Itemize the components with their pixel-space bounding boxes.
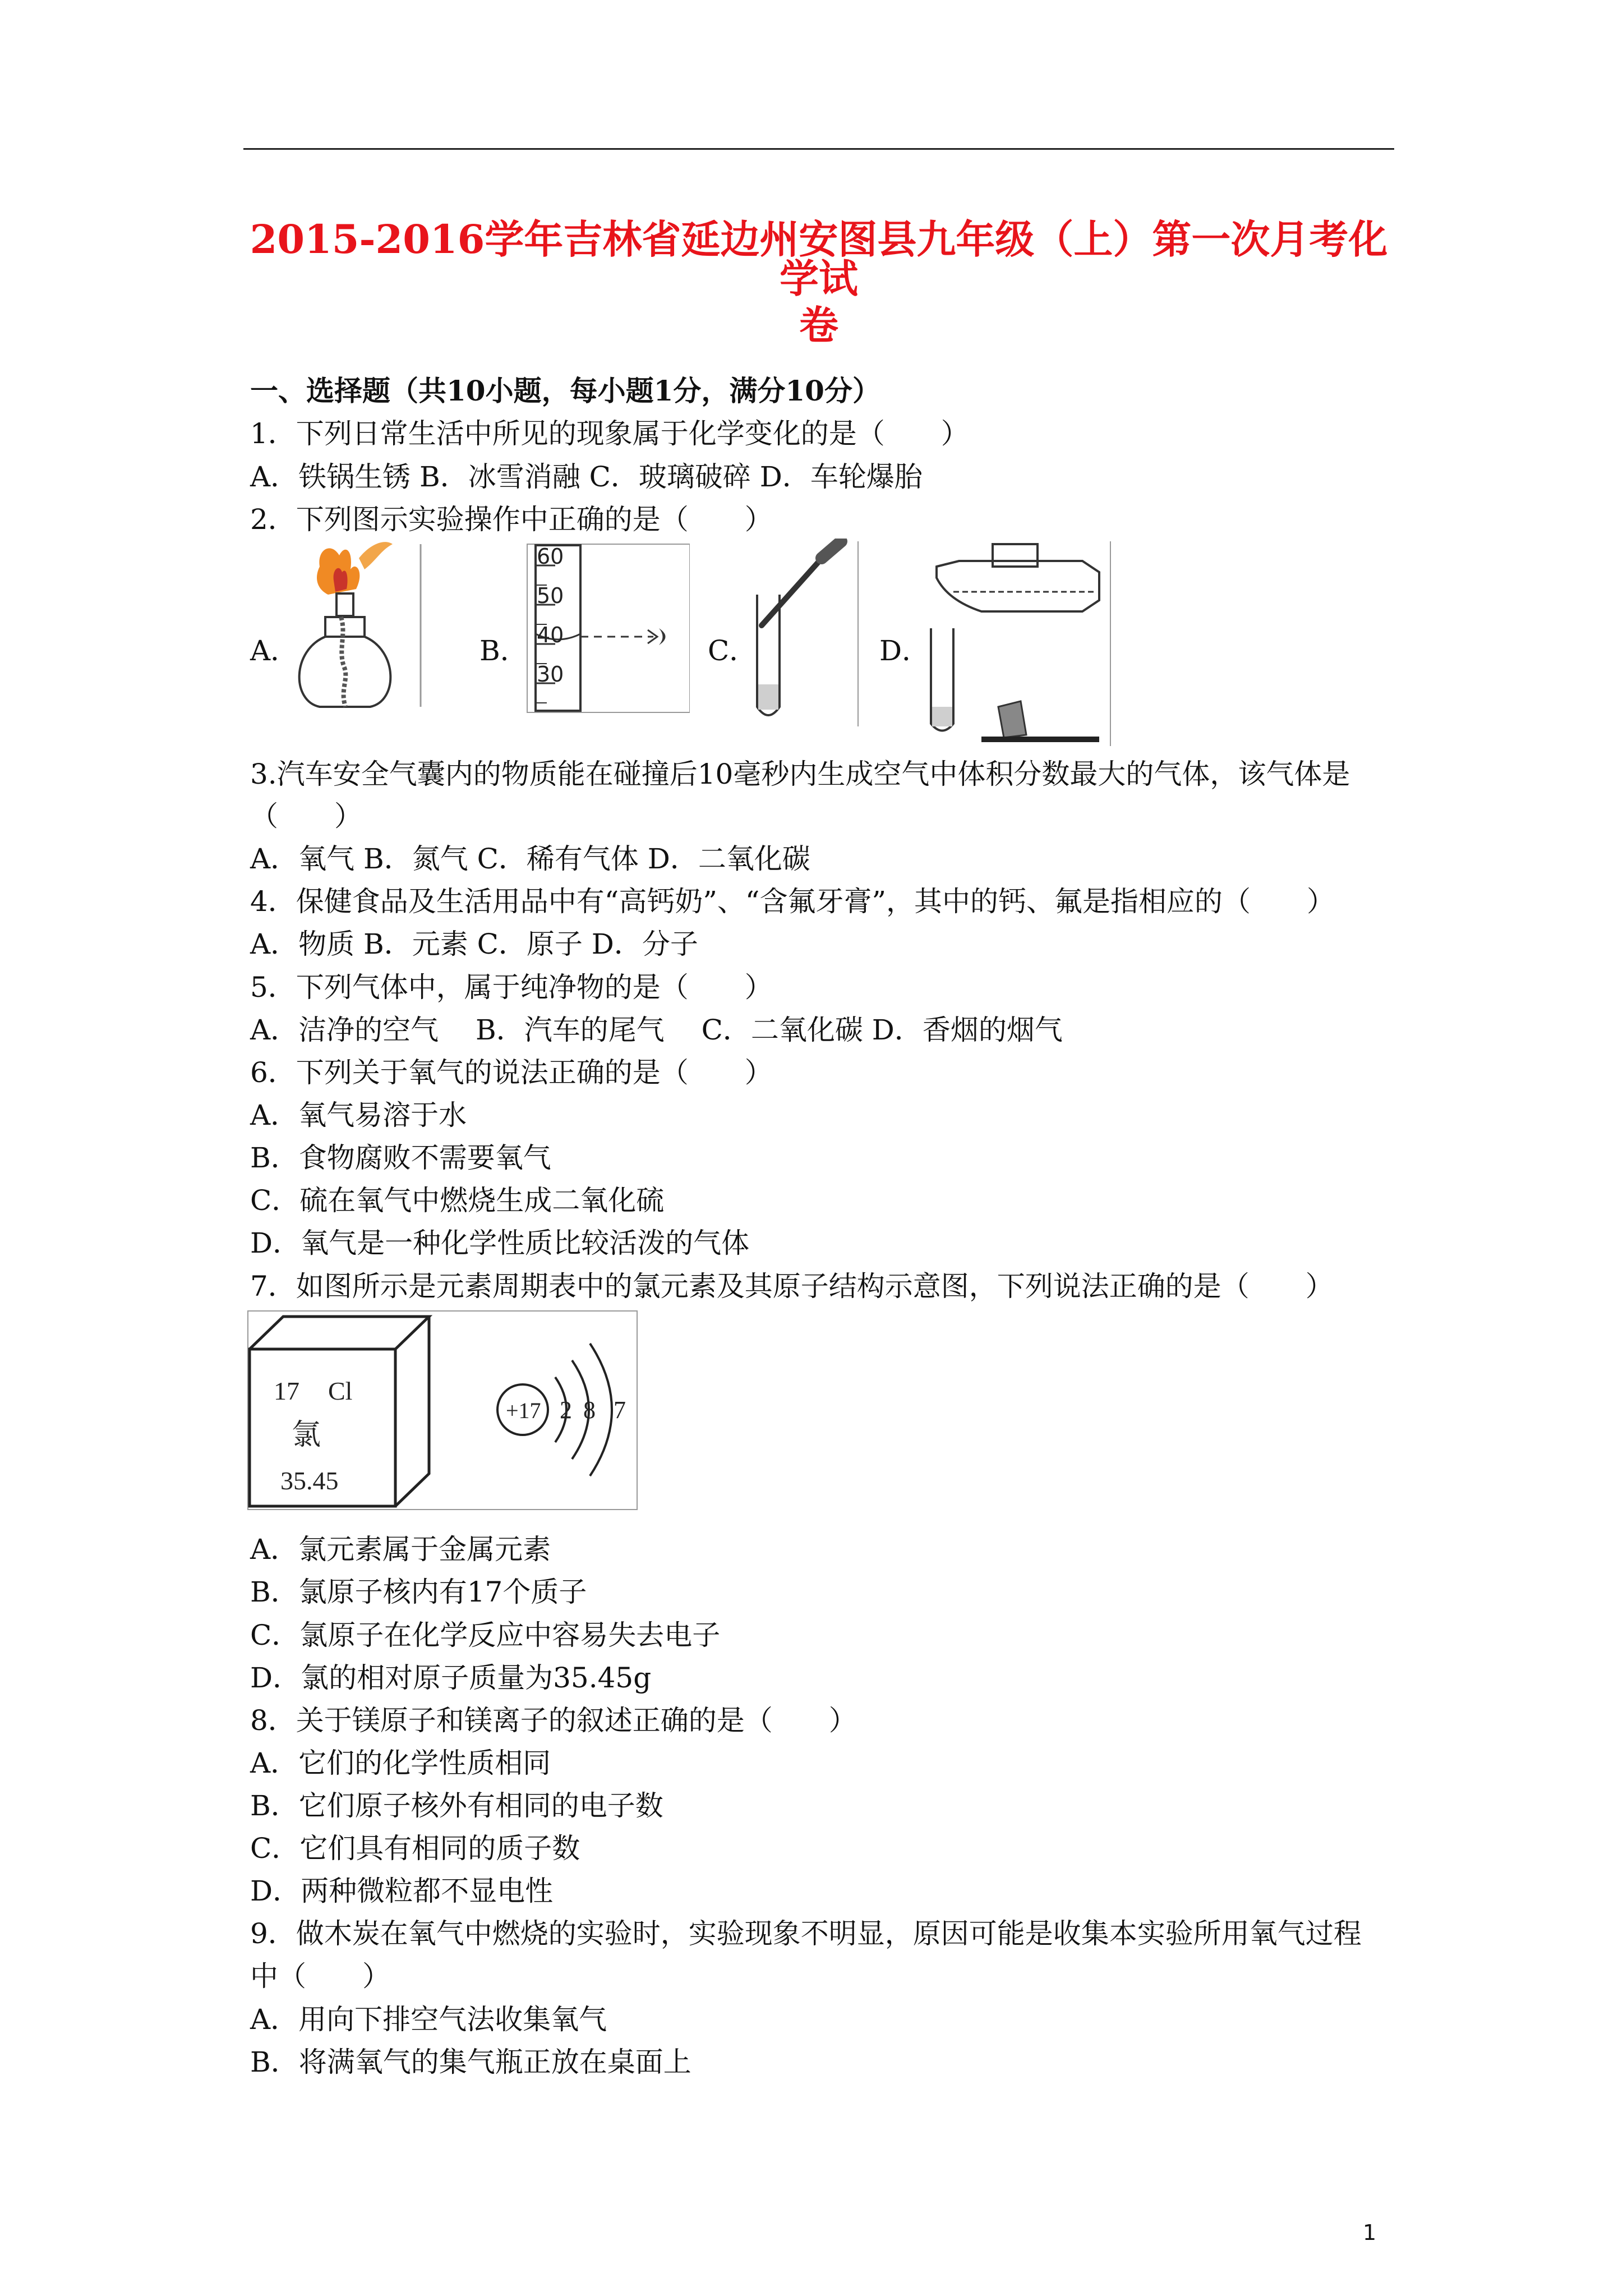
- question-3-stem-line2: （ ）: [250, 800, 362, 832]
- cylinder-tick-30: 30: [537, 662, 564, 687]
- question-4-stem: 4．保健食品及生活用品中有“高钙奶”、“含氟牙膏”，其中的钙、氟是指相应的（ ）: [250, 885, 1335, 918]
- question-7-option-b: B．氯原子核内有17个质子: [250, 1576, 587, 1608]
- cylinder-tick-60: 60: [537, 544, 564, 569]
- measuring-cylinder-figure: [522, 539, 690, 718]
- shell-2-electrons: 8: [583, 1396, 596, 1424]
- exam-title-line2: 卷: [799, 302, 838, 348]
- shell-3-electrons: 7: [614, 1396, 626, 1424]
- dropper-test-tube-figure: [746, 539, 864, 729]
- question-7-option-c: C．氯原子在化学反应中容易失去电子: [250, 1619, 721, 1651]
- q2-label-a: A．: [250, 634, 299, 667]
- page-number: 1: [1363, 2220, 1377, 2245]
- question-6-stem: 6．下列关于氧气的说法正确的是（ ）: [250, 1056, 773, 1089]
- question-6-option-a: A．氧气易溶于水: [250, 1099, 467, 1131]
- question-6-option-d: D．氧气是一种化学性质比较活泼的气体: [250, 1227, 750, 1259]
- element-atomic-mass: 35.45: [280, 1466, 339, 1495]
- alcohol-lamp-figure: [286, 539, 432, 724]
- exam-title-line1: 2015-2016学年吉林省延边州安图县九年级（上）第一次月考化学试: [250, 216, 1388, 302]
- question-8-option-a: A．它们的化学性质相同: [250, 1747, 551, 1779]
- question-8-option-c: C．它们具有相同的质子数: [250, 1832, 580, 1865]
- question-7-option-a: A．氯元素属于金属元素: [250, 1533, 551, 1566]
- question-8-stem: 8．关于镁原子和镁离子的叙述正确的是（ ）: [250, 1704, 857, 1737]
- question-9-stem-line1: 9．做木炭在氧气中燃烧的实验时，实验现象不明显，原因可能是收集本实验所用氧气过程: [250, 1917, 1362, 1950]
- question-9-option-b: B．将满氧气的集气瓶正放在桌面上: [250, 2046, 691, 2078]
- element-number: 17: [274, 1377, 299, 1405]
- pouring-solid-figure: [914, 539, 1116, 752]
- question-9-option-a: A．用向下排空气法收集氧气: [250, 2003, 607, 2036]
- question-4-options: A．物质 B．元素 C．原子 D．分子: [250, 928, 698, 960]
- question-5-stem: 5．下列气体中，属于纯净物的是（ ）: [250, 971, 773, 1004]
- q2-label-d: D．: [879, 634, 930, 667]
- question-3-stem-line1: 3.汽车安全气囊内的物质能在碰撞后10毫秒内生成空气中体积分数最大的气体，该气体是: [250, 758, 1350, 790]
- question-3-options: A．氧气 B．氮气 C．稀有气体 D．二氧化碳: [250, 843, 810, 875]
- chlorine-element-figure: [247, 1310, 639, 1512]
- question-8-option-d: D．两种微粒都不显电性: [250, 1875, 554, 1907]
- section-heading: 一、选择题（共10小题，每小题1分，满分10分）: [250, 374, 880, 407]
- nucleus-charge: +17: [506, 1398, 541, 1423]
- shell-1-electrons: 2: [560, 1396, 572, 1424]
- question-7-stem: 7．如图所示是元素周期表中的氯元素及其原子结构示意图，下列说法正确的是（ ）: [250, 1270, 1334, 1303]
- header-rule: [243, 148, 1394, 150]
- element-name: 氯: [292, 1418, 321, 1452]
- question-1-options: A．铁锅生锈 B．冰雪消融 C．玻璃破碎 D．车轮爆胎: [250, 461, 923, 493]
- question-2-stem: 2．下列图示实验操作中正确的是（ ）: [250, 503, 773, 536]
- question-6-option-b: B．食物腐败不需要氧气: [250, 1142, 551, 1174]
- question-6-option-c: C．硫在氧气中燃烧生成二氧化硫: [250, 1184, 665, 1217]
- element-symbol: Cl: [328, 1377, 353, 1405]
- cylinder-tick-50: 50: [537, 583, 564, 608]
- question-5-options: A．洁净的空气 B．汽车的尾气 C．二氧化碳 D．香烟的烟气: [250, 1014, 1063, 1046]
- question-7-option-d: D．氯的相对原子质量为35.45g: [250, 1662, 652, 1694]
- question-8-option-b: B．它们原子核外有相同的电子数: [250, 1789, 663, 1822]
- cylinder-tick-40: 40: [537, 623, 564, 647]
- question-1-stem: 1．下列日常生活中所见的现象属于化学变化的是（ ）: [250, 417, 969, 450]
- q2-label-b: B．: [479, 634, 528, 667]
- q2-label-c: C．: [708, 634, 758, 667]
- question-9-stem-line2: 中（ ）: [250, 1960, 390, 1993]
